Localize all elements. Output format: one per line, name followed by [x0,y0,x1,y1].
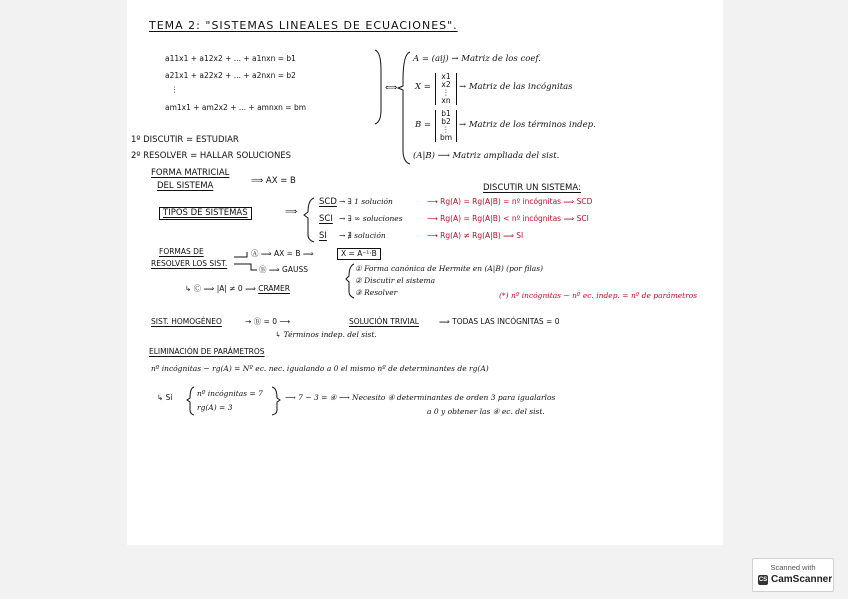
homogeneo-subnote: ↳ Términos indep. del sist. [275,330,377,339]
def-augmented-matrix: (A|B) ⟶ Matriz ampliada del sist. [413,151,560,161]
tipo-rule [427,215,589,223]
formas-label-2: RESOLVER LOS SIST. [151,259,228,268]
equation-row-m: am1x1 + am2x2 + ... + amnxn = bm [165,103,307,112]
tipo-rule-text: ⟶ Rg(A) = Rg(A|B) = nº incógnitas ⟹ SCD [427,197,593,206]
homogeneo-b: → Ⓑ = 0 ⟶ [245,317,291,326]
equivalence-arrow: ⟺ [385,83,398,93]
eliminacion-label: ELIMINACIÓN DE PARÁMETROS [149,347,265,356]
tipos-label: TIPOS DE SISTEMAS [159,207,252,220]
page-title: TEMA 2: "SISTEMAS LINEALES DE ECUACIONES". [149,19,458,32]
matrix-x-entry: x1 [441,72,451,81]
matrix-b-entry: b2 [441,117,451,126]
discutir-header: DISCUTIR UN SISTEMA: [483,183,581,193]
tipo-desc: → ∃ 1 solución [339,197,393,206]
parametros-note: (*) nº incógnitas − nº ec. indep. = nº de parámetros [499,291,698,300]
forma-matricial-label-2: DEL SISTEMA [157,181,214,191]
eliminacion-cond-2: rg(A) = 3 [197,403,233,412]
equation-row-2: a21x1 + a22x2 + ... + a2nxn = b2 [165,71,296,80]
gauss-step: ③ Resolver [355,288,398,297]
gauss-step: ② Discutir el sistema [355,276,436,285]
def-matrix-a: A = (aij) → Matriz de los coef. [413,54,541,64]
matrix-b-entry: ⋮ [442,125,450,134]
tipo-rule [427,232,523,240]
forma-c-text: Ⓒ ⟹ |A| ≠ 0 ⟹ [193,284,256,293]
def-matrix-b-desc: → Matriz de los términos indep. [459,120,596,130]
task-discutir: 1º DISCUTIR = ESTUDIAR [131,135,239,145]
matrix-x-column [435,73,457,105]
tipo-rule [427,198,592,206]
forma-matricial-label-1: FORMA MATRICIAL [151,168,230,178]
tipo-desc: → ∄ solución [339,231,386,240]
tipo-rule-text: ⟶ Rg(A) = Rg(A|B) < nº incógnitas ⟹ SCI [427,214,589,223]
matrix-b-entry: bm [439,133,453,142]
tipo-desc: → ∃ ∞ soluciones [339,214,403,223]
forma-matricial-eq: ⟹ AX = B [251,176,296,186]
eliminacion-result: ⟶ 7 − 3 = ④ ⟶ Necesito ④ determinantes de orden 3 para igualarlos [285,393,556,402]
matrix-x-entry: x2 [441,80,451,89]
equation-row-1: a11x1 + a12x2 + ... + a1nxn = b1 [165,54,296,63]
solucion-trivial: SOLUCIÓN TRIVIAL [349,317,419,326]
forma-c-cramer: CRAMER [258,284,290,293]
forma-a: Ⓐ ⟹ AX = B ⟹ [251,249,314,258]
camscanner-watermark [752,558,834,592]
homogeneo-result: ⟹ TODAS LAS INCÓGNITAS = 0 [439,317,560,326]
matrix-b-column [435,110,457,142]
matrix-b-entry: b1 [441,109,451,118]
tipo-code: SCI [319,214,333,224]
tipo-code: SI [319,231,327,241]
def-matrix-b-label: B = [415,120,432,130]
equation-dots: ⋮ [171,85,179,94]
forma-b: Ⓑ ⟹ GAUSS [259,265,308,274]
def-matrix-x-desc: → Matriz de las incógnitas [459,82,573,92]
forma-c: ↳ Ⓒ ⟹ |A| ≠ 0 ⟹ CRAMER [185,284,290,293]
camscanner-logo-icon: CS [758,577,768,583]
homogeneo-label: SIST. HOMOGÉNEO [151,317,222,326]
def-matrix-x-label: X = [415,82,431,92]
eliminacion-rule: nº incógnitas − rg(A) = Nº ec. nec. igualando a 0 el mismo nº de determinantes de rg(A) [151,364,489,373]
tipo-code: SCD [319,197,337,207]
watermark-brand: CamScanner [771,574,833,585]
matrix-x-entry: ⋮ [442,88,450,97]
watermark-caption: Scanned with [770,563,816,572]
formas-label-1: FORMAS DE [159,247,204,256]
tipo-rule-text: ⟶ Rg(A) ≠ Rg(A|B) ⟹ SI [427,231,524,240]
task-resolver: 2º RESOLVER = HALLAR SOLUCIONES [131,151,292,161]
gauss-step: ① Forma canónica de Hermite en (A|B) (por filas) [355,264,544,273]
matrix-x-entry: xn [441,96,451,105]
eliminacion-si: ↳ Si [157,393,173,402]
eliminacion-result-2: a 0 y obtener las ④ ec. del sist. [427,407,545,416]
tipos-arrow: ⟹ [285,207,298,217]
eliminacion-cond-1: nº incógnitas = 7 [197,389,263,398]
forma-a-result: X = A⁻¹·B [337,248,381,260]
scanned-page [127,0,723,545]
